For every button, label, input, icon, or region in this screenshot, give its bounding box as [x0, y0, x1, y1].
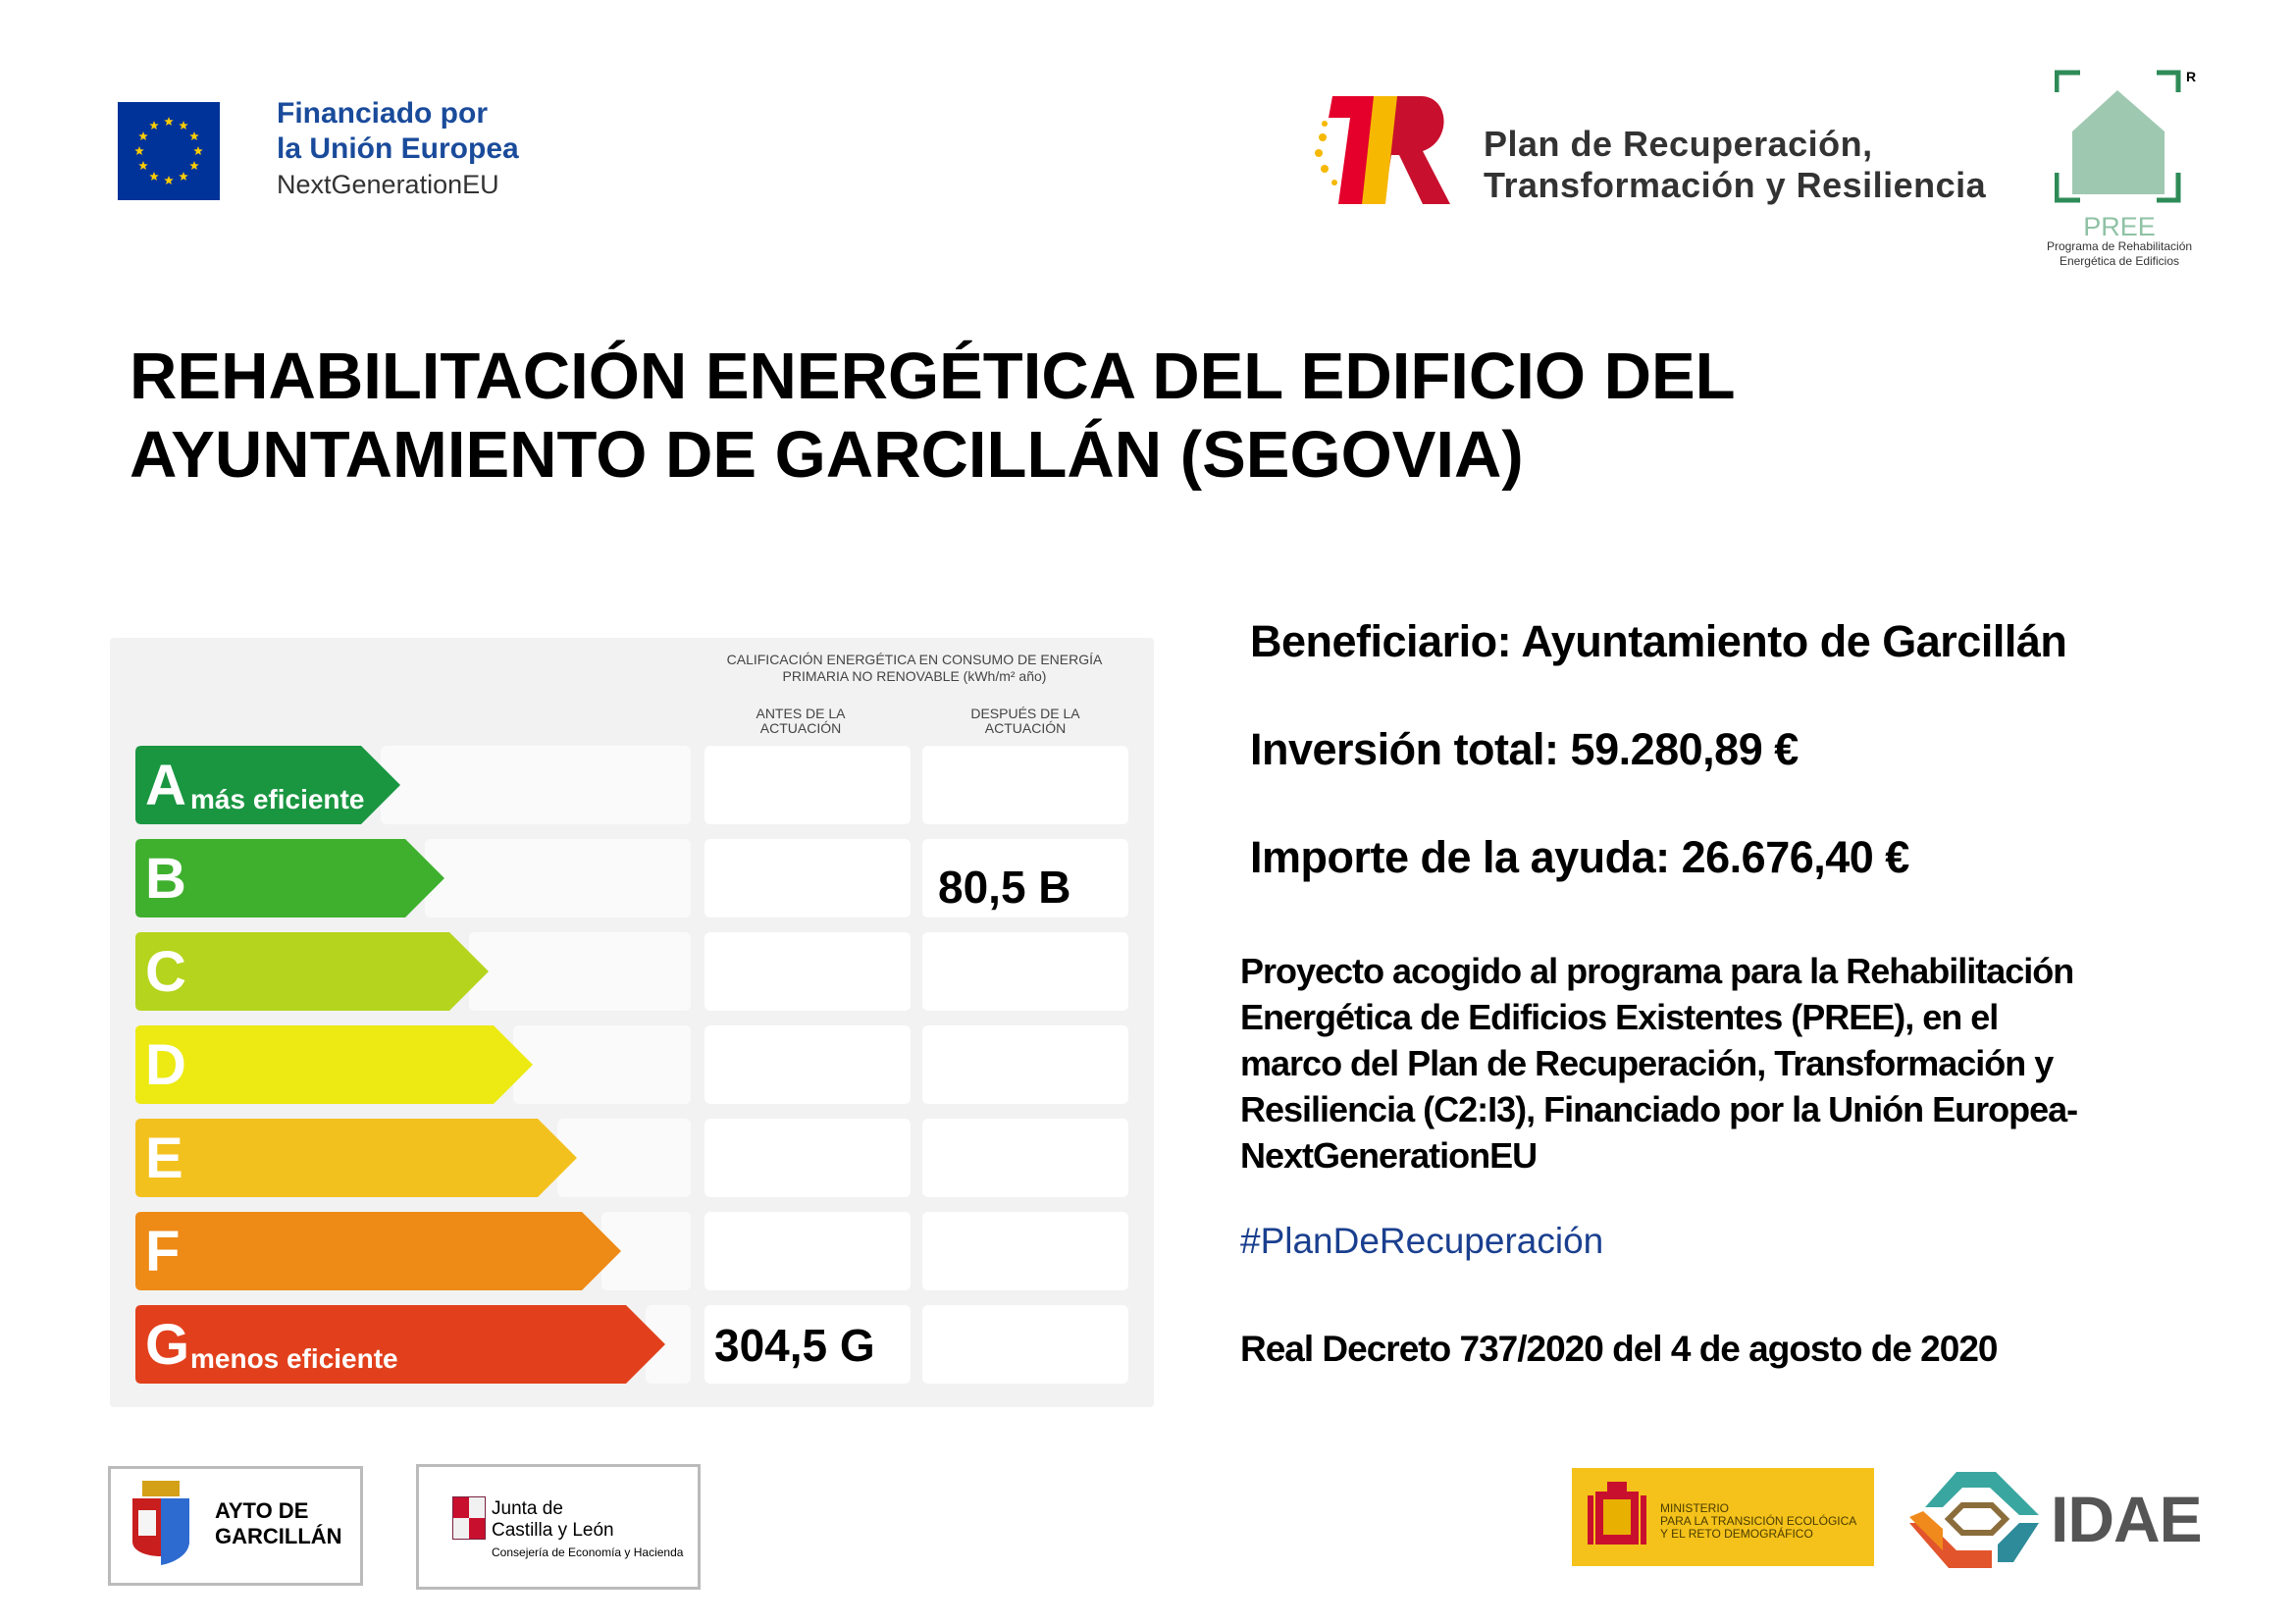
paragraph-line: Proyecto acogido al programa para la Rehabilitación	[1240, 951, 2074, 991]
after-rating-cell	[922, 1025, 1128, 1104]
eu-star-icon	[138, 161, 148, 170]
idae-symbol-icon	[1904, 1466, 2051, 1574]
energy-class-letter: E	[145, 1126, 183, 1190]
after-header-2: ACTUACIÓN	[984, 720, 1067, 736]
energy-class-letter: D	[145, 1033, 186, 1097]
paragraph-line: marco del Plan de Recuperación, Transformación y	[1240, 1043, 2054, 1083]
energy-bar-f	[135, 1212, 621, 1290]
energy-bar-g	[135, 1305, 665, 1384]
ayto-line-1: AYTO DE	[215, 1498, 309, 1523]
ministerio-line-2: PARA LA TRANSICIÓN ECOLÓGICA	[1660, 1514, 1857, 1528]
after-rating-value: 80,5 B	[938, 862, 1071, 913]
title-line-2: AYUNTAMIENTO DE GARCILLÁN (SEGOVIA)	[130, 418, 1524, 492]
energy-bar-c	[135, 932, 489, 1011]
jcyl-logo	[416, 1464, 701, 1590]
eu-star-icon	[189, 131, 199, 140]
eu-star-icon	[189, 161, 199, 170]
total-investment-text: Inversión total: 59.280,89 €	[1250, 724, 1799, 774]
pree-sub-2: Energética de Edificios	[2059, 254, 2180, 268]
ministerio-line-1: MINISTERIO	[1660, 1501, 1730, 1515]
ministerio-text	[1660, 1502, 1856, 1541]
jcyl-shield-icon	[452, 1496, 486, 1540]
paragraph-line: NextGenerationEU	[1240, 1135, 1538, 1176]
eu-star-icon	[193, 146, 203, 155]
program-paragraph	[1240, 948, 2163, 1179]
energy-bar-b	[135, 839, 444, 917]
hashtag-text: #PlanDeRecuperación	[1240, 1221, 1604, 1261]
before-header-2: ACTUACIÓN	[759, 720, 842, 736]
energy-rating-heading	[699, 652, 1130, 685]
energy-class-letter: B	[145, 847, 186, 911]
energy-row-track	[381, 746, 691, 824]
eu-star-icon	[164, 176, 174, 184]
jcyl-text	[492, 1498, 683, 1563]
paragraph-line: Energética de Edificios Existentes (PREE), en el	[1240, 997, 1999, 1037]
pree-house-icon	[2055, 69, 2186, 206]
jcyl-sub: Consejería de Economía y Hacienda	[492, 1545, 684, 1559]
pree-sub-1: Programa de Rehabilitación	[2046, 239, 2193, 253]
before-rating-cell	[704, 1305, 911, 1384]
aid-amount-text: Importe de la ayuda: 26.676,40 €	[1250, 832, 1909, 882]
after-rating-cell	[922, 1305, 1128, 1384]
before-rating-cell	[704, 1025, 911, 1104]
beneficiary-text: Beneficiario: Ayuntamiento de Garcillán	[1250, 616, 2067, 666]
after-header-1: DESPUÉS DE LA	[970, 706, 1080, 721]
eu-flag-logo	[118, 102, 220, 200]
prtr-tr-icon	[1313, 92, 1460, 208]
energy-class-caption: más eficiente	[190, 784, 365, 814]
ministerio-line-3: Y EL RETO DEMOGRÁFICO	[1660, 1527, 1813, 1541]
pree-logo	[2055, 69, 2197, 206]
energy-class-letter: C	[145, 940, 186, 1004]
eu-line-1: Financiado por	[277, 97, 489, 130]
energy-class-letter: G	[145, 1313, 190, 1377]
title-line-1: REHABILITACIÓN ENERGÉTICA DEL EDIFICIO DEL	[130, 340, 1736, 413]
pree-subtitle	[2015, 239, 2223, 269]
energy-bar-a	[135, 746, 400, 824]
energy-bar-e	[135, 1119, 577, 1197]
paragraph-line: Resiliencia (C2:I3), Financiado por la Unión Europea-	[1240, 1089, 2078, 1129]
pree-label: PREE	[2083, 212, 2156, 241]
after-rating-cell	[922, 1212, 1128, 1290]
ayto-text	[215, 1498, 342, 1549]
energy-row-track	[513, 1025, 691, 1104]
energy-bar-d	[135, 1025, 533, 1104]
after-rating-cell	[922, 746, 1128, 824]
eu-star-icon	[164, 117, 174, 126]
energy-row-track	[425, 839, 691, 917]
idae-text: IDAE	[2051, 1483, 2202, 1555]
eu-star-icon	[149, 172, 159, 181]
eu-star-icon	[179, 121, 188, 130]
eu-line-2: la Unión Europea	[277, 132, 519, 165]
registered-mark: R	[2186, 69, 2197, 84]
energy-class-letter: A	[145, 754, 186, 817]
before-rating-value: 304,5 G	[714, 1320, 875, 1371]
before-header-1: ANTES DE LA	[756, 706, 846, 721]
eu-star-icon	[149, 121, 159, 130]
eu-star-icon	[138, 131, 148, 140]
ayto-line-2: GARCILLÁN	[215, 1524, 342, 1548]
decree-text: Real Decreto 737/2020 del 4 de agosto de 2020	[1240, 1329, 1998, 1369]
before-rating-cell	[704, 1119, 911, 1197]
before-rating-cell	[704, 1212, 911, 1290]
before-rating-cell	[704, 746, 911, 824]
prtr-logo	[1313, 92, 1460, 208]
prtr-text	[1484, 124, 1986, 206]
spain-coat-of-arms-icon	[1588, 1482, 1646, 1552]
energy-heading-2: PRIMARIA NO RENOVABLE (kWh/m² año)	[782, 668, 1047, 684]
prtr-line-1: Plan de Recuperación,	[1484, 124, 1873, 164]
prtr-line-2: Transformación y Resiliencia	[1484, 165, 1987, 205]
energy-class-caption: menos eficiente	[190, 1343, 398, 1374]
energy-heading-1: CALIFICACIÓN ENERGÉTICA EN CONSUMO DE ENERGÍA	[726, 652, 1103, 667]
energy-row-track	[469, 932, 691, 1011]
garcillan-coat-of-arms-icon	[129, 1481, 193, 1571]
jcyl-line-1: Junta de	[492, 1498, 563, 1519]
energy-class-letter: F	[145, 1220, 181, 1283]
after-rating-cell	[922, 932, 1128, 1011]
after-rating-cell	[922, 839, 1128, 917]
after-rating-cell	[922, 1119, 1128, 1197]
eu-funding-text	[277, 96, 519, 202]
jcyl-line-2: Castilla y León	[492, 1520, 614, 1541]
eu-stars-icon	[118, 102, 220, 200]
before-rating-cell	[704, 932, 911, 1011]
eu-star-icon	[179, 172, 188, 181]
eu-star-icon	[134, 146, 144, 155]
page-title	[130, 338, 2170, 495]
before-column-header	[704, 707, 897, 736]
eu-line-3: NextGenerationEU	[277, 170, 499, 199]
after-column-header	[922, 707, 1128, 736]
energy-row-track	[557, 1119, 691, 1197]
ayto-garcillan-logo	[108, 1466, 363, 1586]
before-rating-cell	[704, 839, 911, 917]
